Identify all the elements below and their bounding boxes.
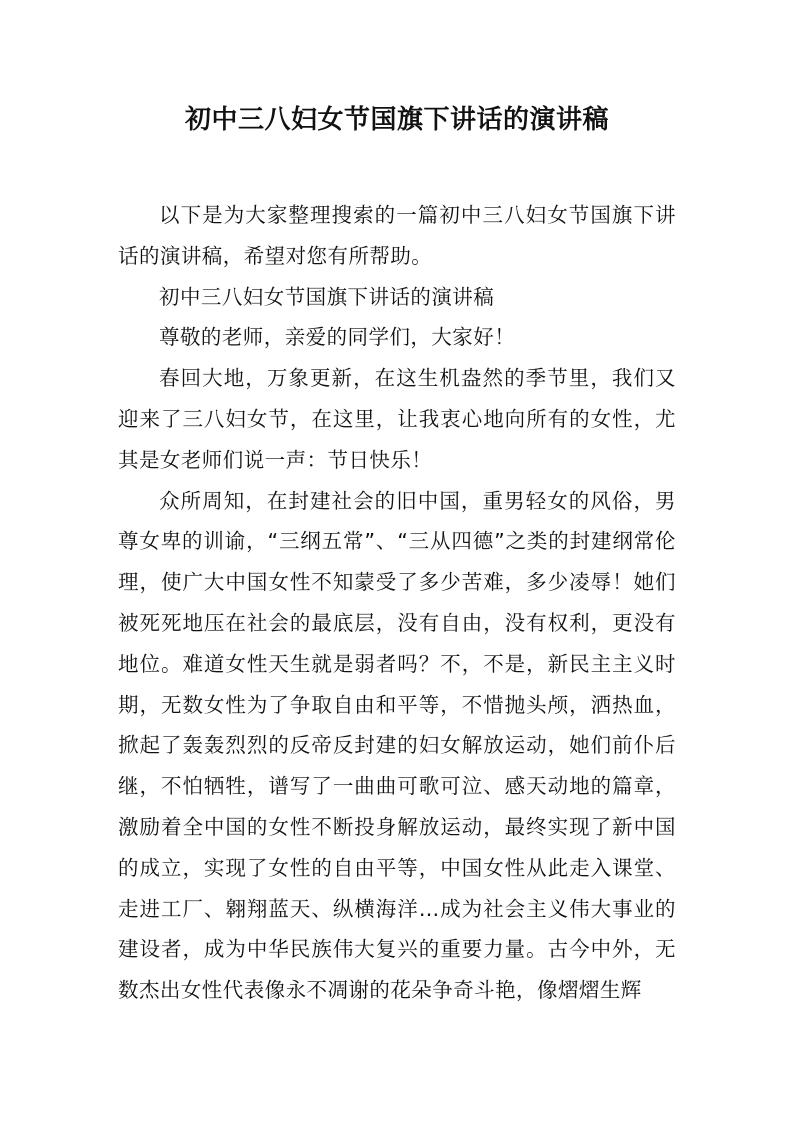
intro-paragraph: 以下是为大家整理搜索的一篇初中三八妇女节国旗下讲话的演讲稿，希望对您有所帮助。 bbox=[118, 203, 676, 268]
document-title: 初中三八妇女节国旗下讲话的演讲稿 bbox=[184, 105, 609, 135]
document-body bbox=[118, 195, 676, 1011]
body-paragraph: 春回大地，万象更新，在这生机盎然的季节里，我们又迎来了三八妇女节，在这里，让我衷心地向所有的女性，尤其是女老师们说一声：节日快乐！ bbox=[118, 366, 676, 472]
body-paragraph: 众所周知，在封建社会的旧中国，重男轻女的风俗，男尊女卑的训谕，“三纲五常”、“三从四德”之类的封建纲常伦理，使广大中国女性不知蒙受了多少苦难，多少凌辱！她们被死死地压在社会的最底层，没有自由，没有权利，更没有地位。难道女性天生就是弱者吗？不，不是，新民主主义时期，无数女性为了争取自由和平等，不惜抛头颅，洒热血，掀起了轰轰烈烈的反帝反封建的妇女解放运动，她们前仆后继，不怕牺牲，谱写了一曲曲可歌可泣、感天动地的篇章，激励着全中国的女性不断投身解放运动，最终实现了新中国的成立，实现了女性的自由平等，中国女性从此走入课堂、走进工厂、翱翔蓝天、纵横海洋…成为社会主义伟大事业的建设者，成为中华民族伟大复兴的重要力量。古今中外，无数杰出女性代表像永不凋谢的花朵争奇斗艳，像熠熠生辉 bbox=[118, 488, 676, 1003]
speech-heading: 初中三八妇女节国旗下讲话的演讲稿 bbox=[159, 284, 495, 309]
greeting-paragraph: 尊敬的老师，亲爱的同学们，大家好！ bbox=[159, 325, 516, 350]
